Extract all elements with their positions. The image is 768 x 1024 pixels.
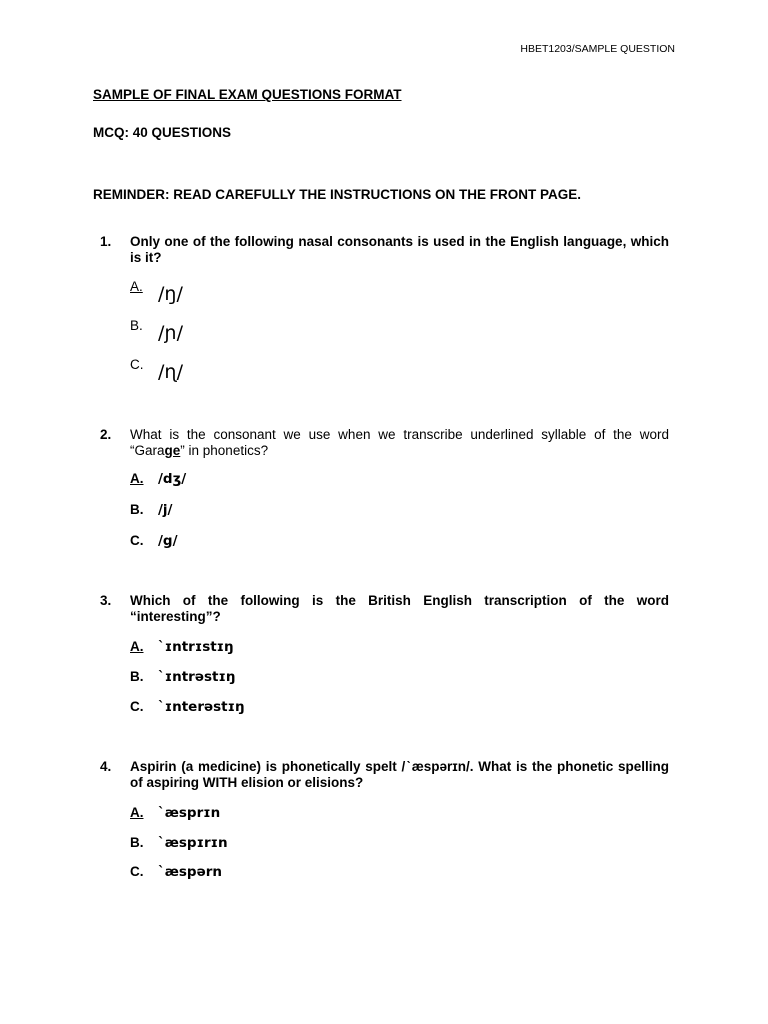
question-number: 3. — [100, 593, 112, 608]
question-text: Aspirin (a medicine) is phonetically spelt /ˋæspərɪn/. What is the phonetic spelling of aspiring WITH elision or elisions? — [130, 759, 669, 790]
option-label: A. — [130, 805, 144, 820]
option-value: /g/ — [158, 533, 178, 549]
option-label: B. — [130, 835, 144, 850]
question-text: Only one of the following nasal consonants is used in the English language, which is it? — [130, 234, 669, 265]
option-label: C. — [130, 533, 144, 548]
page-title: SAMPLE OF FINAL EXAM QUESTIONS FORMAT — [93, 87, 402, 102]
mcq-count: MCQ: 40 QUESTIONS — [93, 125, 232, 140]
option-value: /dʒ/ — [158, 471, 187, 487]
underlined-syllable: ge — [164, 442, 181, 458]
option-label: A. — [130, 639, 144, 654]
option-value: /ŋ/ — [158, 283, 183, 305]
option-label: C. — [130, 864, 144, 879]
option-value: ˋæsprɪn — [158, 805, 221, 821]
option-value: ˋæspɪrɪn — [158, 835, 228, 851]
option-label: B. — [130, 318, 143, 333]
option-value: ˋɪntrɪstɪŋ — [158, 639, 234, 655]
reminder: REMINDER: READ CAREFULLY THE INSTRUCTIONS ON THE FRONT PAGE. — [93, 187, 582, 202]
question-text-part: What is the consonant we use when we transcribe underlined syllable of the word “Gara — [130, 427, 669, 458]
option-label: B. — [130, 502, 144, 517]
option-value: ˋæspərn — [158, 864, 223, 880]
option-label: B. — [130, 669, 144, 684]
question-number: 4. — [100, 759, 112, 774]
question-number: 2. — [100, 427, 112, 442]
option-value: ˋɪntrəstɪŋ — [158, 669, 236, 685]
option-label: A. — [130, 471, 144, 486]
option-label: C. — [130, 699, 144, 714]
option-label: A. — [130, 279, 143, 294]
option-value: /ɲ/ — [158, 322, 184, 344]
header-code: HBET1203/SAMPLE QUESTION — [520, 43, 675, 55]
question-text: Which of the following is the British English transcription of the word “interesting”? — [130, 593, 669, 624]
question-number: 1. — [100, 234, 112, 249]
question-text — [130, 427, 669, 458]
question-text-part: ” in phonetics? — [180, 442, 269, 458]
option-label: C. — [130, 357, 144, 372]
option-value: ˋɪnterəstɪŋ — [158, 699, 245, 715]
option-value: /ɳ/ — [158, 361, 184, 383]
option-value: /j/ — [158, 502, 173, 518]
